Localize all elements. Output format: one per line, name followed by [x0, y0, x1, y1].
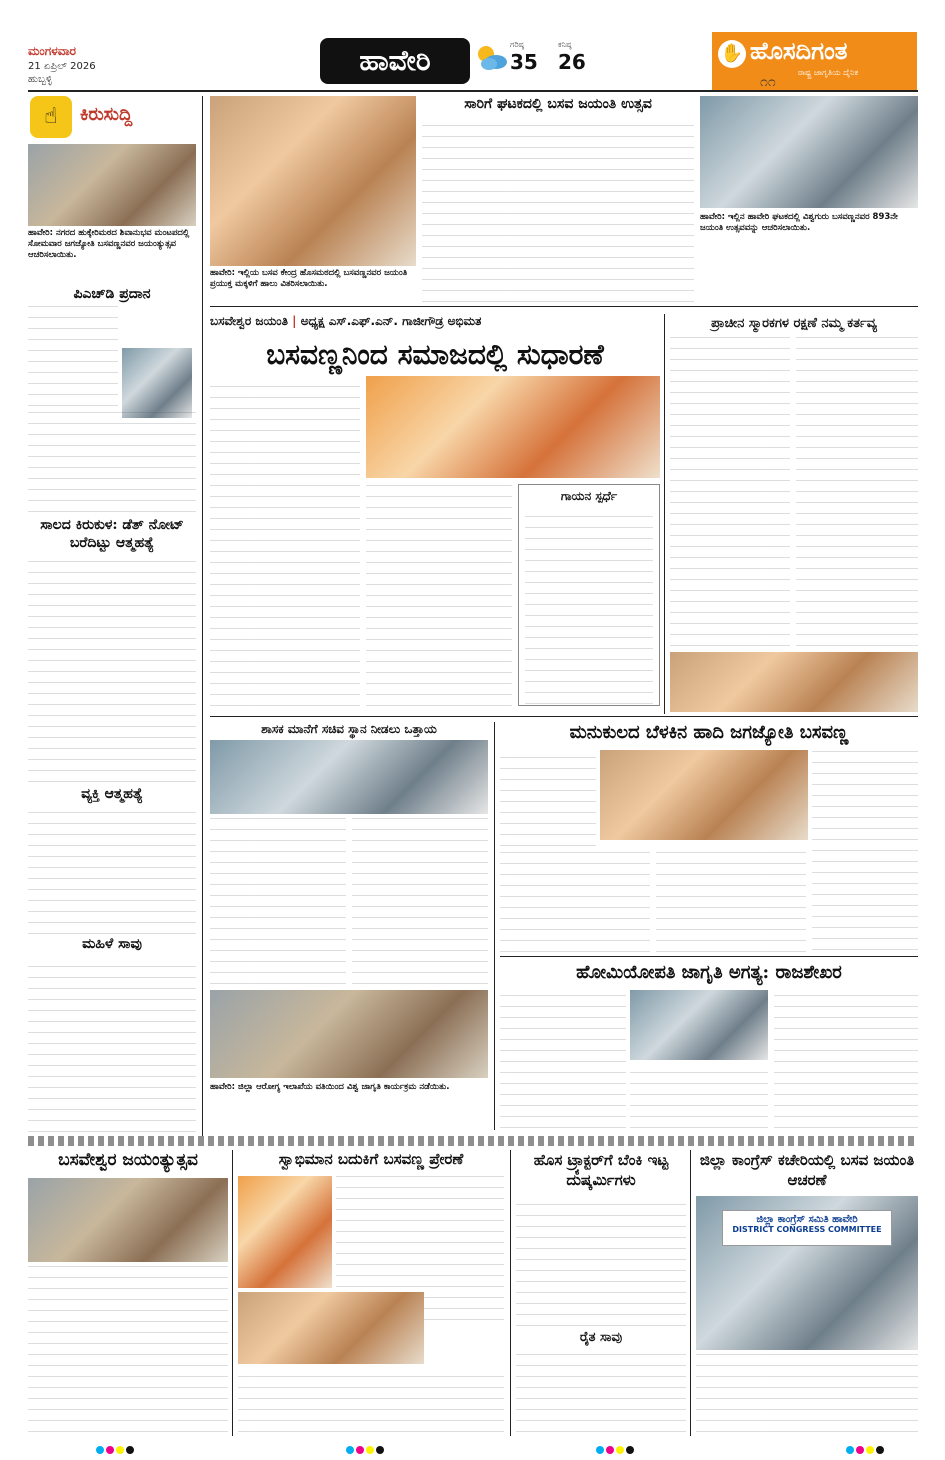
registration-dot-yellow: [366, 1446, 374, 1454]
mid-right2-title: ಹೋಮಿಯೋಪತಿ ಜಾಗೃತಿ ಅಗತ್ಯ: ರಾಜಶೇಖರ: [576, 962, 842, 983]
lead-story-kicker: ಬಸವೇಶ್ವರ ಜಯಂತಿ: [210, 314, 288, 328]
hand-point-icon: ☝: [30, 96, 72, 138]
top-story-caption-1: ಹಾವೇರಿ: ಇಲ್ಲಿಯ ಬಸವ ಕೇಂದ್ರ ಹೊಸಮಠದಲ್ಲಿ ಬಸವಣ್ಣನವರ ಜಯಂತಿ ಪ್ರಯುಕ್ತ ಮಕ್ಕಳಿಗೆ ಹಾಲು ವಿತರಿಸಲಾಯಿತು.: [210, 268, 408, 289]
kirusuddi-header: [30, 96, 190, 140]
lead-story-box-body: [525, 508, 653, 704]
bottom-story4-photo: [696, 1196, 918, 1350]
top-story-photo-2: [700, 96, 918, 208]
bottom-story2-title: ಸ್ವಾಭಿಮಾನ ಬದುಕಿಗೆ ಬಸವಣ್ಣ ಪ್ರೇರಣೆ: [278, 1150, 464, 1168]
lead-story-photo: [366, 376, 660, 478]
kirusuddi-text-4: [28, 806, 196, 934]
bottom-story2-body-2: [238, 1368, 504, 1432]
header-day: ಮಂಗಳವಾರ: [28, 44, 77, 58]
mid-right2-rule: [500, 956, 918, 957]
mid-right2-body-2: [630, 1064, 768, 1128]
brand-tagline: ರಾಷ್ಟ್ರ ಜಾಗೃತಿಯ ದೈನಿಕ: [798, 68, 859, 77]
lead-story-kicker-row: ಬಸವೇಶ್ವರ ಜಯಂತಿ | ಅಧ್ಯಕ್ಷ ಎಸ್.ಎಫ್.ಎನ್. ಗಾಜೀಗೌಡ್ರ ಅಭಿಮತ: [210, 314, 482, 328]
page-number: ೧೧: [760, 74, 776, 90]
mid-right2-body-3: [774, 990, 918, 1128]
mid-right2-photo: [630, 990, 768, 1060]
mid-rule: [210, 716, 918, 717]
registration-dot-magenta: [856, 1446, 864, 1454]
bottom-story3-title: ಹೊಸ ಟ್ರ್ಯಾಕ್ಟರ್‌ಗೆ ಬೆಂಕಿ ಇಟ್ಟ ದುಷ್ಕರ್ಮಿಗಳು: [533, 1151, 669, 1189]
bottom-story1-photo: [28, 1178, 228, 1262]
registration-dot-cyan: [596, 1446, 604, 1454]
top-story-title: ಸಾರಿಗೆ ಘಟಕದಲ್ಲಿ ಬಸವ ಜಯಂತಿ ಉತ್ಸವ: [464, 96, 652, 112]
bottom-divider-2: [510, 1150, 511, 1436]
bottom-story1-body: [28, 1266, 228, 1432]
registration-dot-magenta: [106, 1446, 114, 1454]
mid-right1-title: ಮನುಕುಲದ ಬೆಳಕಿನ ಹಾದಿ ಜಗಜ್ಯೋತಿ ಬಸವಣ್ಣ: [569, 722, 849, 743]
kirusuddi-text-2: [28, 306, 118, 406]
lead-right-divider: [664, 314, 665, 714]
registration-dot-black: [626, 1446, 634, 1454]
kirusuddi-text-5: [28, 956, 196, 1132]
header-city: ಹುಬ್ಬಳ್ಳಿ: [28, 74, 53, 85]
bottom-story3b-body: [516, 1348, 686, 1432]
registration-dot-cyan: [346, 1446, 354, 1454]
mid-left-title: ಶಾಸಕ ಮಾನೆಗೆ ಸಚಿವ ಸ್ಥಾನ ನೀಡಲು ಒತ್ತಾಯ: [261, 722, 437, 736]
registration-dot-black: [126, 1446, 134, 1454]
bottom-story2-photo-2: [238, 1292, 424, 1364]
right-story1-photo: [670, 652, 918, 712]
congress-banner-text: ಜಿಲ್ಲಾ ಕಾಂಗ್ರೆಸ್ ಸಮಿತಿ ಹಾವೇರಿ: [756, 1214, 858, 1225]
registration-dot-cyan: [846, 1446, 854, 1454]
registration-dot-yellow: [116, 1446, 124, 1454]
registration-dot-yellow: [866, 1446, 874, 1454]
right-story1-body-2: [796, 336, 918, 646]
weather-widget: [474, 40, 594, 82]
bottom-divider-3: [690, 1150, 691, 1436]
right-story1-body-1: [670, 336, 790, 646]
kirusuddi-title-4: ವ್ಯಕ್ತಿ ಆತ್ಮಹತ್ಯೆ: [81, 786, 143, 802]
temp-min-label: ಕನಿಷ್ಠ: [558, 40, 572, 49]
registration-dot-magenta: [606, 1446, 614, 1454]
top-story-rule: [210, 306, 918, 307]
temp-max-label: ಗರಿಷ್ಠ: [510, 40, 524, 49]
mid-left-photo-2: [210, 990, 488, 1078]
mid-left-caption: ಹಾವೇರಿ: ಜಿಲ್ಲಾ ಆರೋಗ್ಯ ಇಲಾಖೆಯ ವತಿಯಿಂದ ವಿಶ್ವ ಜಾಗೃತಿ ಕಾರ್ಯಕ್ರಮ ನಡೆಯಿತು.: [210, 1082, 450, 1092]
kirusuddi-title-3: ಸಾಲದ ಕಿರುಕುಳ: ಡೆತ್ ನೋಟ್ ಬರೆದಿಟ್ಟು ಆತ್ಮಹತ್ಯೆ: [40, 517, 184, 551]
kirusuddi-text-3: [28, 556, 196, 782]
kirusuddi-text-2b: [28, 408, 196, 512]
weather-sun-cloud-icon: [474, 42, 508, 72]
registration-dot-yellow: [616, 1446, 624, 1454]
registration-dot-black: [876, 1446, 884, 1454]
left-column-divider: [202, 96, 203, 1136]
mid-right2-body-1: [500, 990, 626, 1128]
mid-right1-body-3: [500, 850, 650, 952]
registration-dot-magenta: [356, 1446, 364, 1454]
registration-dot-black: [376, 1446, 384, 1454]
kirusuddi-label: ಕಿರುಸುದ್ದಿ: [80, 104, 133, 125]
mid-right1-photo: [600, 750, 808, 840]
temp-min: 26: [558, 50, 586, 74]
header-left: [28, 44, 208, 85]
bottom-story3b-title: ರೈತ ಸಾವು: [579, 1330, 623, 1345]
masthead-brand: [712, 32, 917, 90]
edition-title: ಹಾವೇರಿ: [320, 38, 470, 84]
bottom-story4-body: [696, 1354, 918, 1432]
mid-right1-body-4: [656, 850, 806, 952]
brand-logo-icon: ✋: [718, 40, 746, 68]
mid-divider: [494, 722, 495, 1130]
bottom-story2-photo-1: [238, 1176, 332, 1288]
lead-story-title: ಬಸವಣ್ಣನಿಂದ ಸಮಾಜದಲ್ಲಿ ಸುಧಾರಣೆ: [266, 338, 604, 371]
mid-right1-body-1: [500, 750, 596, 846]
bottom-story3-body: [516, 1194, 686, 1326]
header-rule: [28, 90, 918, 92]
bottom-divider-1: [232, 1150, 233, 1436]
congress-banner: [722, 1210, 892, 1246]
lead-story-box: [518, 484, 660, 706]
kirusuddi-title-2: ಪಿಎಚ್‌ಡಿ ಪ್ರದಾನ: [73, 286, 151, 302]
kirusuddi-title-5: ಮಹಿಳೆ ಸಾವು: [82, 936, 142, 952]
congress-banner-text-en: DISTRICT CONGRESS COMMITTEE: [732, 1225, 882, 1234]
top-story-photo-1: [210, 96, 416, 266]
bottom-dash-rule: [28, 1136, 918, 1146]
mid-right1-body-2: [812, 750, 918, 950]
lead-story-body-1: [210, 376, 360, 706]
temp-max: 35: [510, 50, 538, 74]
mid-left-body-1: [210, 818, 346, 984]
top-story-caption-2: ಹಾವೇರಿ: ಇಲ್ಲಿನ ಹಾವೇರಿ ಘಟಕದಲ್ಲಿ ವಿಶ್ವಗುರು ಬಸವಣ್ಣನವರ 893ನೇ ಜಯಂತಿ ಉತ್ಸವವನ್ನು ಆಚರಿಸಲಾಯಿತು.: [700, 212, 898, 233]
right-story1-title: ಪ್ರಾಚೀನ ಸ್ಮಾರಕಗಳ ರಕ್ಷಣೆ ನಮ್ಮ ಕರ್ತವ್ಯ: [711, 316, 877, 331]
lead-story-subtitle: ಗಾಯನ ಸ್ಪರ್ಧೆ: [560, 489, 618, 503]
mid-left-photo-1: [210, 740, 488, 814]
lead-story-body-2: [366, 484, 512, 706]
kirusuddi-caption-1: ಹಾವೇರಿ: ನಗರದ ಹುಕ್ಕೇರಿಮಠದ ಶಿವಾನುಭವ ಮಂಟಪದಲ್ಲಿ ಸೋಮವಾರ ಜಗಜ್ಯೋತಿ ಬಸವಣ್ಣನವರ ಜಯಂತ್ಯುತ್ಸವ ಆಚರಿಸಲಾಯಿತು.: [28, 228, 190, 260]
registration-dot-cyan: [96, 1446, 104, 1454]
top-story-body: [422, 116, 694, 302]
lead-story-byline: ಅಧ್ಯಕ್ಷ ಎಸ್.ಎಫ್.ಎನ್. ಗಾಜೀಗೌಡ್ರ ಅಭಿಮತ: [300, 314, 482, 328]
bottom-story4-title: ಜಿಲ್ಲಾ ಕಾಂಗ್ರೆಸ್ ಕಚೇರಿಯಲ್ಲಿ ಬಸವ ಜಯಂತಿ ಆಚರಣೆ: [699, 1151, 915, 1189]
kirusuddi-photo: [28, 144, 196, 226]
mid-left-body-2: [352, 818, 488, 984]
bottom-story1-title: ಬಸವೇಶ್ವರ ಜಯಂತ್ಯುತ್ಸವ: [58, 1150, 198, 1170]
brand-name: ಹೊಸದಿಗಂತ: [750, 36, 848, 65]
header-date: 21 ಏಪ್ರಿಲ್ 2026: [28, 61, 96, 72]
